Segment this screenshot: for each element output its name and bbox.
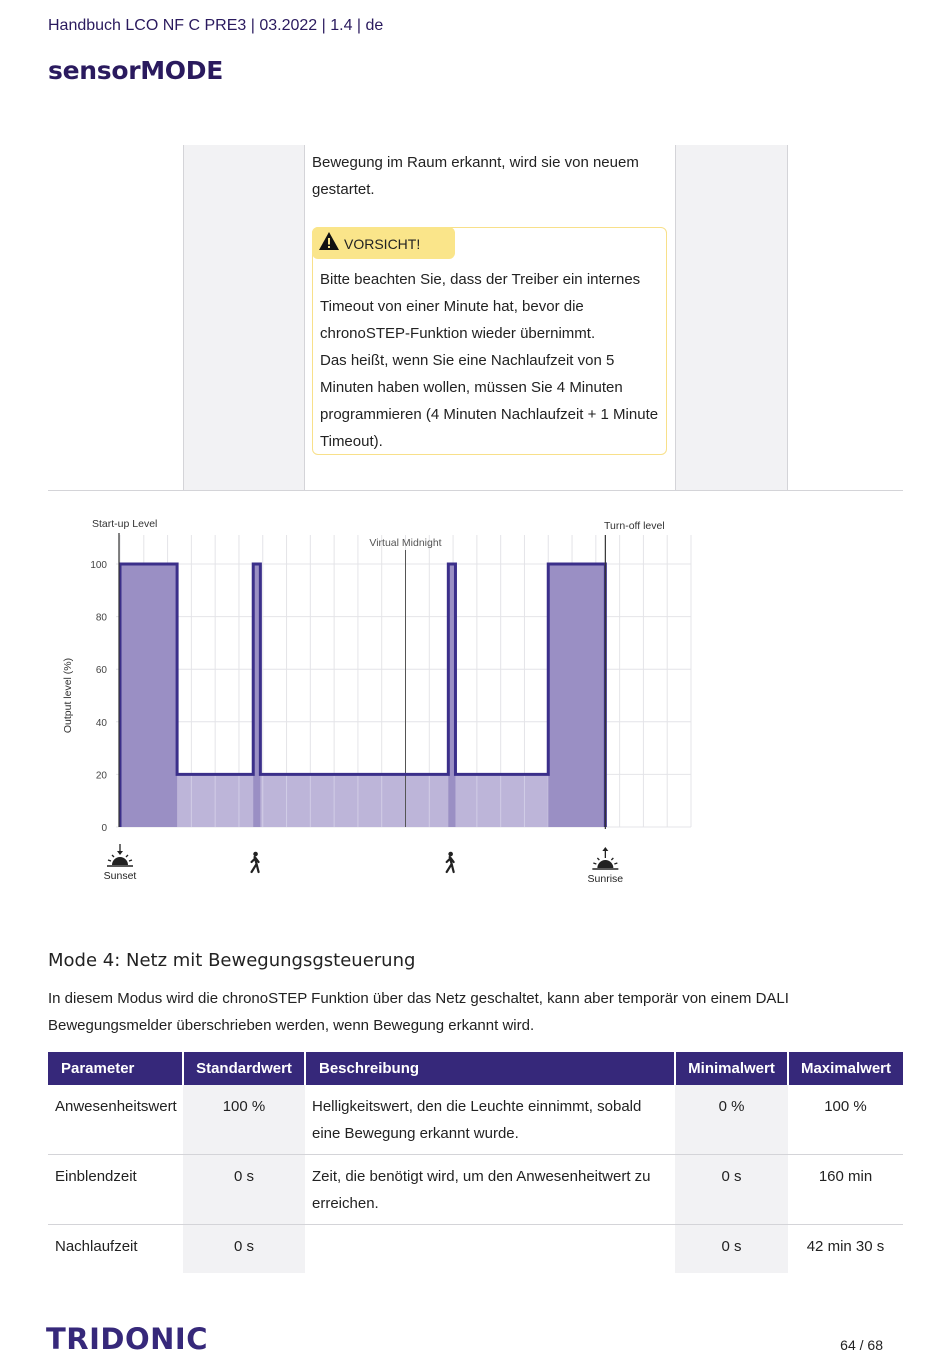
warning-label-text: VORSICHT! [344,236,421,252]
table-row [48,1085,903,1155]
section-title: sensorMODE [48,56,223,85]
sunset-label: Sunset [103,870,137,882]
parameter-table [48,1052,903,1273]
low-band-fill [120,774,605,827]
cell-description: Helligkeitswert, den die Leuchte einnimmt, sobald eine Bewegung erkannt wurde. [305,1085,675,1155]
y-tick-label: 60 [95,665,107,677]
cell-standard: 0 s [183,1225,305,1273]
sunset-icon [107,844,133,866]
warning-box [312,227,667,455]
high-level-fill [548,564,605,827]
col-min [675,145,788,490]
table-header-row [48,1052,903,1085]
col-parameter [48,145,183,490]
sunrise-icon [592,847,618,869]
cell-min: 0 s [675,1225,788,1273]
end-label: Turn-off level [604,520,665,532]
start-label: Start-up Level [92,518,158,530]
mode-description: In diesem Modus wird die chronoSTEP Funktion über das Netz geschaltet, kann aber temporär von einem DALI Bewegungsmelder überschrieben werden, wenn Bewegung erkannt wird. [48,990,789,1034]
cell-min: 0 s [675,1155,788,1225]
header-parameter: Parameter [48,1052,183,1085]
y-tick-label: 40 [95,717,107,729]
cell-description: Zeit, die benötigt wird, um den Anwesenheitwert zu erreichen. [305,1155,675,1225]
warning-line: Bitte beachten Sie, dass der Treiber ein internes Timeout von einer Minute hat, bevor die chronoSTEP-Funktion wieder übernimmt. [320,271,641,342]
sunrise-label: Sunrise [587,873,624,885]
chart-svg [48,505,708,890]
y-tick-label: 0 [101,823,107,834]
y-tick-label: 20 [95,770,107,782]
warning-label [312,227,455,259]
high-level-fill [120,564,177,827]
cell-max: 100 % [788,1085,903,1155]
y-tick-label: 80 [95,612,107,624]
warning-icon [318,231,340,251]
cell-standard: 0 s [183,1155,305,1225]
header-max: Maximalwert [788,1052,903,1085]
header-standard: Standardwert [183,1052,305,1085]
table-row [48,1155,903,1225]
col-standard [183,145,305,490]
header-description: Beschreibung [305,1052,675,1085]
table-row [48,1225,903,1273]
motion-person-icon [252,852,259,872]
tridonic-logo: TRIDONIC [46,1322,208,1356]
y-tick-label: 100 [90,560,107,571]
cell-description [305,1225,675,1273]
virtual-midnight-label: Virtual Midnight [369,537,442,549]
cell-parameter: Anwesenheitswert [48,1085,183,1155]
header-min: Minimalwert [675,1052,788,1085]
warning-line: Das heißt, wenn Sie eine Nachlaufzeit von 5 Minuten haben wollen, müssen Sie 4 Minuten programmieren (4 Minuten Nachlaufzeit + 1 Minute Timeout). [320,352,659,450]
document-header: Handbuch LCO NF C PRE3 | 03.2022 | 1.4 | de [48,17,384,34]
mode-title: Mode 4: Netz mit Bewegungsgsteuerung [48,950,416,971]
page-number: 64 / 68 [840,1337,883,1353]
col-max [788,145,903,490]
warning-body [320,266,660,455]
output-level-chart [48,505,708,890]
y-axis-label: Output level (%) [62,657,74,734]
cell-parameter: Nachlaufzeit [55,1238,138,1255]
cell-max: 160 min [788,1155,903,1225]
cell-min: 0 % [675,1085,788,1155]
continuation-text: Bewegung im Raum erkannt, wird sie von neuem gestartet. [312,154,639,198]
cell-max: 42 min 30 s [806,1238,885,1255]
continuation-table [48,145,903,491]
cell-parameter: Einblendzeit [48,1155,183,1225]
motion-person-icon [447,852,454,872]
cell-standard: 100 % [183,1085,305,1155]
